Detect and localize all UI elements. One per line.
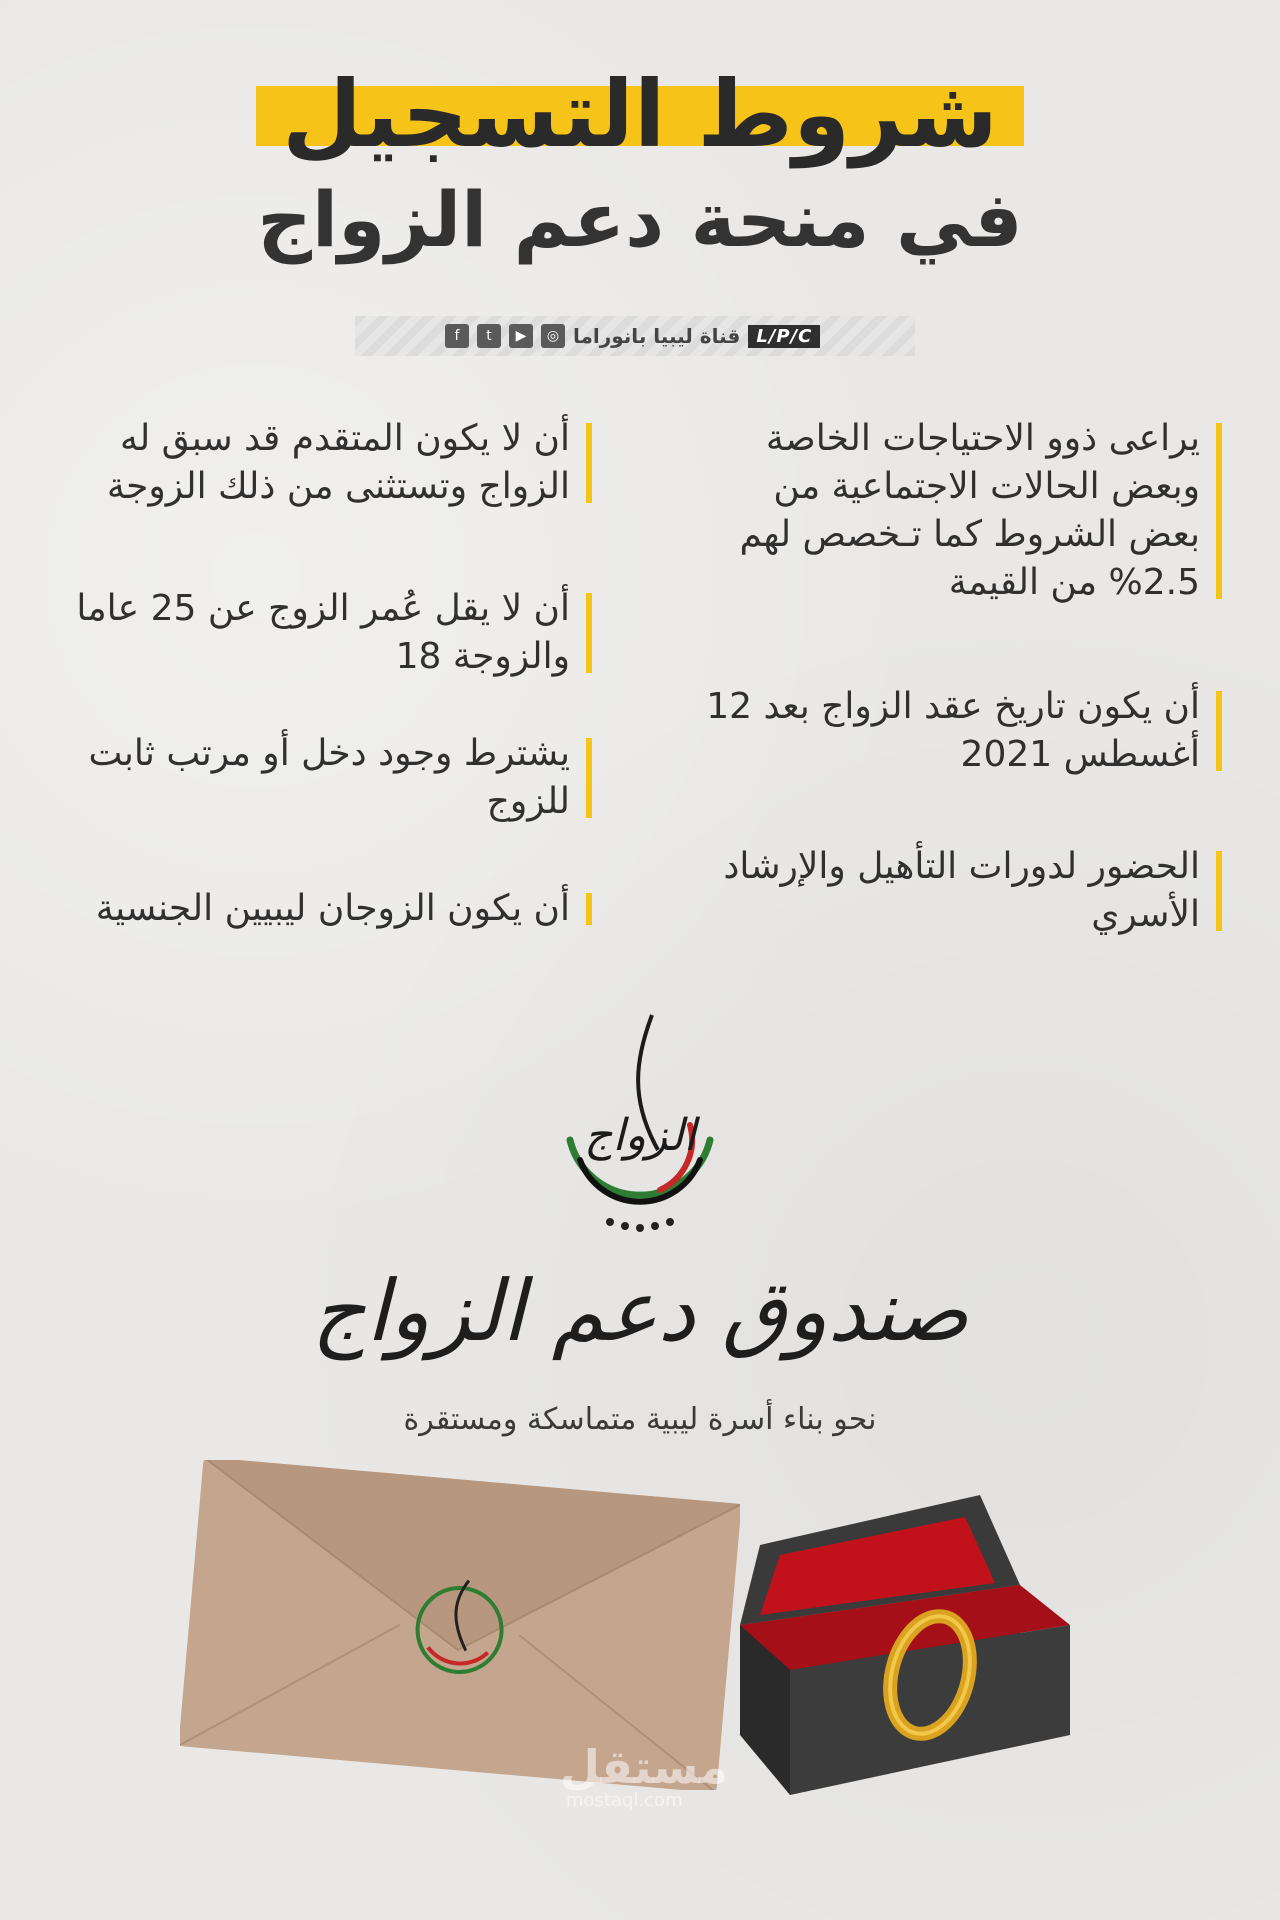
fund-emblem-icon bbox=[540, 1000, 740, 1240]
condition-item bbox=[700, 683, 1228, 779]
condition-text: يراعى ذوو الاحتياجات الخاصة وبعض الحالات الاجتماعية من بعض الشروط كما تـخصص لهم 2.5% من القيمة bbox=[739, 418, 1200, 603]
ring-box-image bbox=[720, 1495, 1080, 1815]
title-area bbox=[0, 60, 1280, 170]
source-strip bbox=[355, 316, 915, 356]
condition-item bbox=[30, 585, 598, 681]
twitter-icon[interactable]: t bbox=[477, 324, 501, 348]
facebook-icon[interactable]: f bbox=[445, 324, 469, 348]
condition-item bbox=[700, 843, 1228, 939]
watermark-site: mostaql.com bbox=[566, 1790, 683, 1811]
watermark: مستقل bbox=[560, 1740, 729, 1794]
page-title: شروط التسجيل bbox=[282, 61, 998, 168]
youtube-icon[interactable]: ▶ bbox=[509, 324, 533, 348]
page-subtitle: في منحة دعم الزواج bbox=[257, 175, 1023, 264]
svg-text:الزواج: الزواج bbox=[584, 1110, 696, 1161]
condition-item bbox=[30, 885, 598, 933]
fund-name: صندوق دعم الزواج bbox=[311, 1262, 969, 1360]
condition-text: أن لا يقل عُمر الزوج عن 25 عاما والزوجة 18 bbox=[76, 588, 570, 677]
condition-text: يشترط وجود دخل أو مرتب ثابت للزوج bbox=[88, 733, 570, 822]
condition-text: الحضور لدورات التأهيل والإرشاد الأسري bbox=[723, 846, 1200, 935]
fund-tagline: نحو بناء أسرة ليبية متماسكة ومستقرة bbox=[403, 1402, 877, 1437]
condition-text: أن يكون الزوجان ليبيين الجنسية bbox=[95, 888, 570, 929]
condition-text: أن لا يكون المتقدم قد سبق له الزواج وتستثنى من ذلك الزوجة bbox=[106, 418, 570, 507]
condition-item bbox=[30, 415, 598, 511]
condition-item bbox=[700, 415, 1228, 607]
brand-logo: L/P/C bbox=[748, 325, 820, 348]
instagram-icon[interactable]: ◎ bbox=[541, 324, 565, 348]
condition-item bbox=[30, 730, 598, 826]
condition-text: أن يكون تاريخ عقد الزواج بعد 12 أغسطس 2021 bbox=[706, 686, 1200, 775]
channel-name: قناة ليبيا بانوراما bbox=[573, 324, 741, 348]
